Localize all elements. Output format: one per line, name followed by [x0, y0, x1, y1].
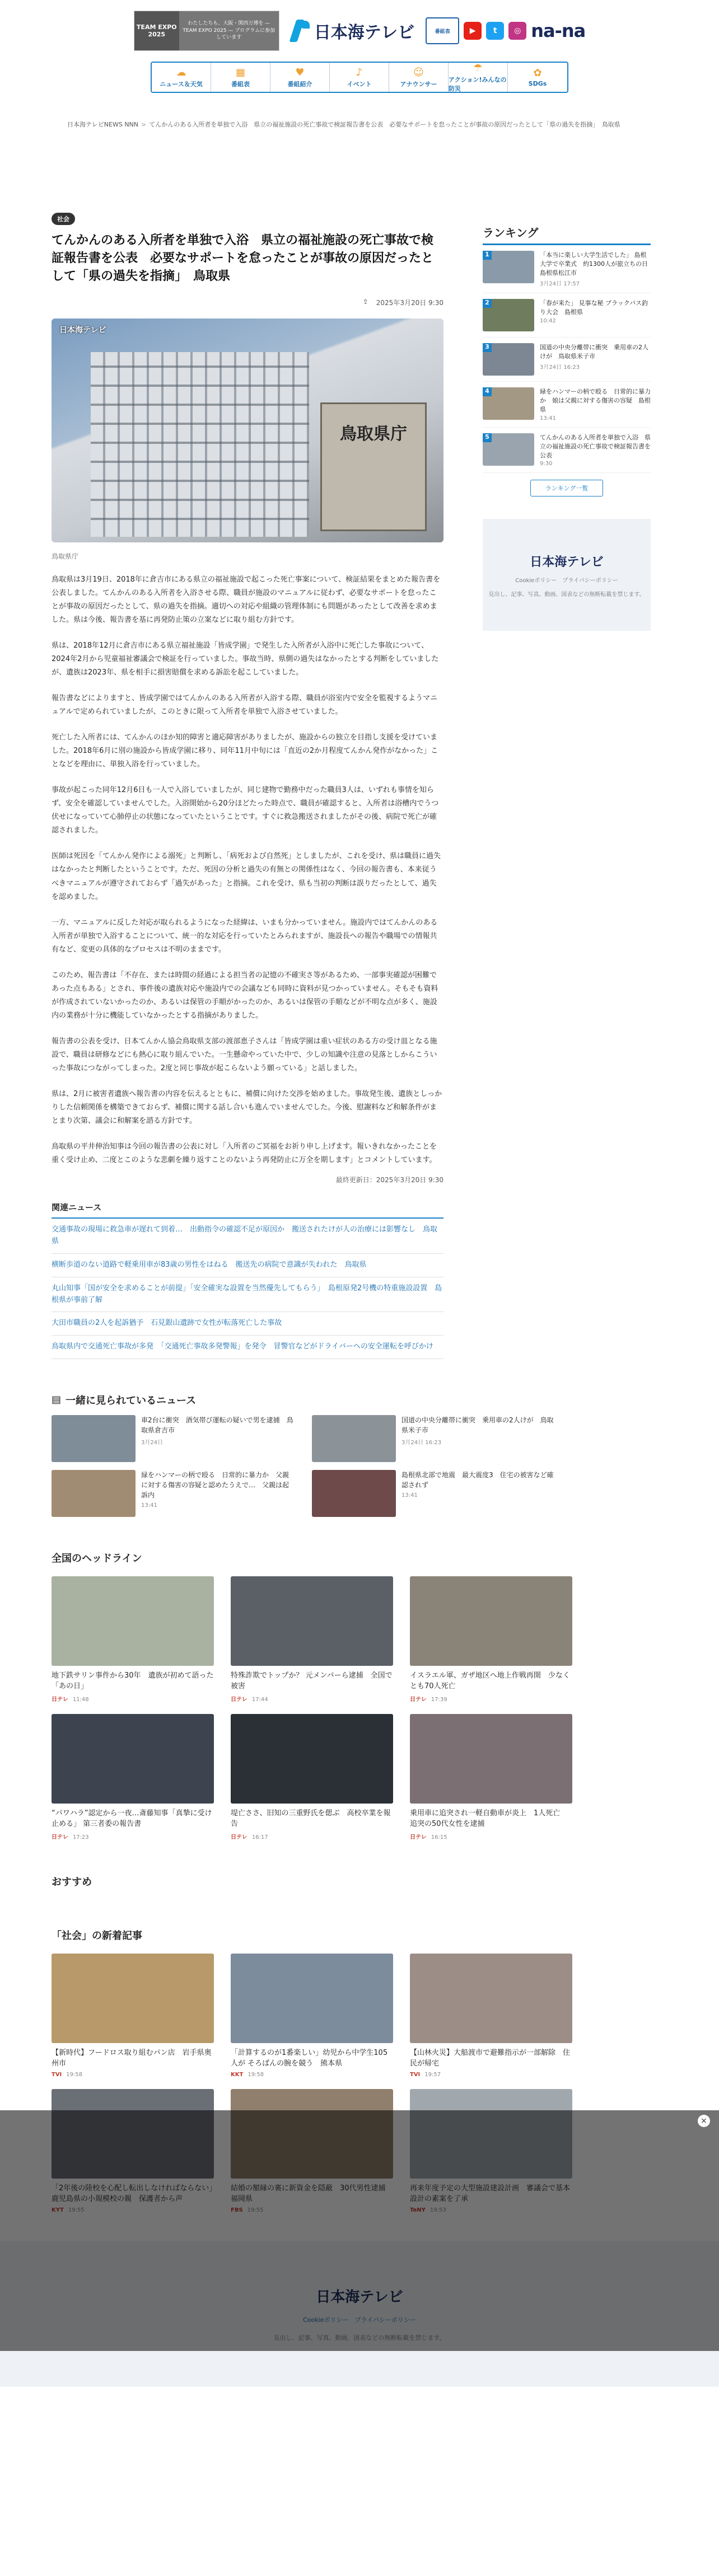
ranking-thumbnail: [483, 251, 534, 283]
ranking-date: 3月24日 17:57: [540, 280, 580, 287]
expo-banner-left: TEAM EXPO 2025: [134, 11, 179, 50]
card-title: 【新時代】フードロス取り組むパン店 岩手県奥州市: [52, 2048, 212, 2068]
social-card[interactable]: [231, 1954, 393, 2078]
card-title: 島根県北部で地震 最大震度3 住宅の被害など確認されず: [401, 1470, 554, 1489]
announcer-icon: ☺: [413, 66, 424, 78]
article-title: てんかんのある入所者を単独で入浴 県立の福祉施設の死亡事故で検証報告書を公表 必要なサポートを怠ったことが事故の原因だったとして「県の過失を指摘」 鳥取県: [52, 233, 434, 283]
article-meta: [52, 298, 443, 307]
site-header: [52, 0, 667, 56]
card-date: 19:57: [424, 2071, 441, 2078]
nav-item-events[interactable]: [330, 63, 389, 92]
card-thumbnail: [52, 1470, 136, 1517]
share-icon[interactable]: ⇪: [362, 297, 368, 306]
related-heading: 関連ニュース: [52, 1201, 443, 1219]
card-thumbnail: [52, 1415, 136, 1462]
expo-banner-right: わたしたちも、大阪・関西万博を — TEAM EXPO 2025 — プログラムに参加しています: [179, 11, 279, 50]
headline-card[interactable]: [231, 1714, 393, 1840]
ranking-thumbnail: [483, 343, 534, 376]
ranking-date: 3月24日 16:23: [540, 364, 580, 371]
card-date: 17:23: [72, 1834, 89, 1840]
sidebar-logo: 日本海テレビ: [530, 555, 604, 569]
card-title: 緑をハンマーの柄で殴る 日常的に暴力か 父親に対する傷害の容疑と認めたうえで… 父親は起訴内: [141, 1470, 290, 1499]
card-source: 日テレ: [52, 1834, 68, 1840]
card-source: 日テレ: [410, 1834, 427, 1840]
rank-number: 3: [483, 343, 492, 352]
article-paragraph: 死亡した入所者には、てんかんのほか知的障害と適応障害がありましたが、施設からの独立を目指し支援を受けていました。2018年6月に別の施設から皆成学園に移り、同年11月中旬には「直近の2か月程度てんかん発作がなかった」ことなどを理由に、単独入浴を行っていました。: [52, 733, 438, 769]
card-title: 「計算するのが1番楽しい」幼児から中学生105人が そろばんの腕を競う 熊本県: [231, 2048, 388, 2068]
article-paragraph: 報告書などによりますと、皆成学園ではてんかんのある入所者が入浴する際、職員が浴室内で安全を監視するようマニュアルで定められていましたが、このときに限って入所者を単独で入浴させていました。: [52, 694, 438, 716]
article-paragraph: 報告書の公表を受け、日本てんかん協会鳥取県支部の渡部恵子さんは「皆成学園は重い症状のある方の受け皿となる施設で、職員は研修などにも熱心に取り組んでいた。一生懸命やっていた中で、少しの知識や注意の見落としからこういった事故につながってしまった。2度と同じ事故が起こらないよう願っている」と話しました。: [52, 1037, 437, 1073]
youtube-icon[interactable]: ▶: [464, 22, 482, 40]
related-news: [52, 1201, 443, 1359]
card-title: 国道の中央分離帯に衝突 乗用車の2人けが 鳥取県米子市: [401, 1416, 554, 1434]
nav-item-action[interactable]: [449, 63, 508, 92]
card-date: 17:44: [251, 1696, 268, 1703]
card-date: 11:48: [72, 1696, 89, 1703]
card-source: 日テレ: [231, 1834, 248, 1840]
nav-item-sdgs[interactable]: [508, 63, 567, 92]
news-card[interactable]: [312, 1415, 555, 1462]
card-date: 19:58: [66, 2071, 83, 2078]
card-title: イスラエル軍、ガザ地区へ地上作戦再開 少なくとも70人死亡: [410, 1671, 570, 1691]
ranking-title: 「本当に楽しい大学生活でした」 島根大学で卒業式 約1300人が旅立ちの日 島根県松江市: [540, 251, 654, 277]
card-thumbnail: [231, 1714, 393, 1804]
ranking-item[interactable]: [483, 245, 654, 293]
modal-overlay[interactable]: [0, 2110, 719, 2351]
ranking-title: 緑をハンマーの柄で殴る 日常的に暴力か 娘は父親に対する傷害の容疑 島根県: [540, 387, 651, 413]
card-date: 19:58: [248, 2071, 264, 2078]
headline-card[interactable]: [410, 1714, 572, 1840]
ranking-thumbnail: [483, 433, 534, 466]
recommend-heading: おすすめ: [52, 1876, 92, 1888]
ranking-thumbnail: [483, 387, 534, 420]
rank-number: 5: [483, 433, 492, 442]
close-icon[interactable]: ×: [698, 2115, 710, 2127]
nav-item-tv-guide[interactable]: [211, 63, 270, 92]
article-paragraph: 事故が起こった同年12月6日も一人で入浴していましたが、同じ建物で勤務中だった職員3人は、いずれも事情を知らず、安全を確認していませんでした。入浴開始から20分ほどたった時点で、職員が確認すると、入所者は浴槽内でうつ伏せになっていて心肺停止の状態になっていたということです。すぐに救急搬送されましたがその後、病院で死亡が確認されました。: [52, 786, 439, 835]
article-paragraph: このため、報告書は「不存在、または時間の経過による担当者の記憶の不確実さ等があるため、一部事実確認が困難であった点もある」とされ、事件後の遺族対応や施設内での会議なども同時に資料が見つかっていません。そもそも資料が作成されていないかったのか、あるいは保管の手順がかったのか、あるいは保管の手順などが不明な点が多く、施設内の業務が十分に機能していなかったとする指摘がありました。: [52, 971, 438, 1020]
article-photo: [52, 319, 443, 542]
related-link[interactable]: 鳥取県内で交通死亡事故が多発 「交通死亡事故多発警報」を発令 冒警官などがドライバーへの安全運転を呼びかけ: [52, 1336, 443, 1359]
action-icon: ☂: [473, 62, 483, 74]
tv-icon: ▦: [235, 66, 245, 78]
nana-logo[interactable]: na-na: [531, 20, 586, 41]
ranking-item[interactable]: [483, 428, 651, 474]
article-body: [52, 573, 443, 1168]
social-card[interactable]: [52, 1954, 214, 2078]
news-icon: ☁: [176, 66, 186, 78]
nav-label: アクション!みんなの防災: [449, 76, 507, 92]
ranking-title: てんかんのある入所者を単独で入浴 県立の福祉施設の死亡事故で検証報告書を公表: [540, 433, 651, 459]
ranking-more-button[interactable]: ランキング一覧: [530, 480, 603, 497]
list-icon: ▤: [52, 1394, 62, 1406]
ranking-date: 10:42: [540, 317, 556, 324]
nav-label: 番組紹介: [287, 80, 312, 88]
prefecture-sign: 鳥取県庁: [320, 402, 427, 531]
headline-card[interactable]: [410, 1576, 572, 1703]
card-title: 乗用車に追突され一軽自動車が炎上 1人死亡 追突の50代女性を逮捕: [410, 1809, 568, 1829]
article-paragraph: 一方、マニュアルに反した対応が取られるようになった経緯は、いまも分かっていません。施設内ではてんかんのある入所者が単独で入浴することについて、統一的な対応を行っていたとみられますが、施設長への報告や職場での情報共有など、変更の具体的なプロセスは不明のままです。: [52, 918, 438, 954]
card-title: 堤亡ささ、旧知の三重野氏を偲ぶ 高校卒業を報告: [231, 1809, 391, 1829]
card-thumbnail: [231, 1576, 393, 1666]
headline-card[interactable]: [52, 1576, 214, 1703]
ranking-title: 国道の中央分離帯に衝突 乗用車の2人けが 鳥取県米子市: [540, 343, 648, 360]
nav-item-programs[interactable]: [270, 63, 330, 92]
rank-number: 4: [483, 387, 492, 396]
card-thumbnail: [52, 1954, 214, 2043]
nav-label: SDGs: [528, 80, 547, 87]
article-paragraph: 医師は死因を「てんかん発作による溺死」と判断し、「病死および自然死」としましたが、これを受け、県は職員に過失はなかったと判断したということです。ただ、死因の分析と過失の有無との関係性はなく、今回の報告書も、本来従うべきマニュアルが遵守されておらず「過失があった」と指摘。これを受け、県も当初の判断は誤りだったとして、過失を認めました。: [52, 852, 441, 901]
article-paragraph: 県は、2018年12月に倉吉市にある県立福祉施設「皆成学園」で発生した入所者が入浴中に死亡した事故について、2024年2月から児童福祉審議会で検証を行っていました。事故当時、県側の過失はなかったとする判断をしていましたが、遺族は2023年、県を相手に損害賠償を求める訴訟を起こしていました。: [52, 641, 439, 677]
logo-mark-icon: [291, 18, 311, 43]
ranking-title: 「春が来た」 見事な秘 ブラックバス釣り大会 島根県: [540, 299, 648, 316]
news-card[interactable]: [312, 1470, 555, 1517]
ranking-date: 9:30: [540, 461, 553, 467]
music-icon: ♪: [356, 66, 363, 78]
article-paragraph: 鳥取県は3月19日、2018年に倉吉市にある県立の福祉施設で起こった死亡事案について、検証結果をまとめた報告書を公表しました。てんかんのある入所者を入浴させる際、職員が施設のマニュアルに従わず、必要なサポートを怠ったことが事故の原因だったとして、県の過失を指摘。適切への対応や組織の管理体制にも問題があったとして改善を求めました。県は今後、報告書を基に再発防止策の立案などに取り組む方針です。: [52, 575, 441, 624]
photo-caption: 鳥取県庁: [52, 552, 79, 560]
logo-text: 日本海テレビ: [314, 23, 415, 43]
headline-section: [52, 1551, 667, 1840]
card-thumbnail: [231, 1954, 393, 2043]
card-title: 地下鉄サリン事件から30年 遺族が初めて語った「あの日」: [52, 1671, 214, 1691]
twitter-icon[interactable]: t: [486, 22, 504, 40]
card-source: KKT: [231, 2071, 244, 2078]
rank-number: 1: [483, 251, 492, 260]
breadcrumb: 日本海テレビNEWS NNN > てんかんのある入所者を単独で入浴 県立の福祉施設の死亡事故で検証報告書を公表 必要なサポートを怠ったことが事故の原因だったとして「県の過失を指摘」 鳥取県: [67, 121, 620, 128]
card-title: 【山林火災】大船渡市で避難指示が一部解除 住民が帰宅: [410, 2048, 571, 2068]
expo-banner[interactable]: [134, 11, 279, 51]
headline-heading: 全国のヘッドライン: [52, 1552, 142, 1565]
program-icon: ♥: [295, 66, 305, 78]
ranking-heading: ランキング: [483, 224, 651, 245]
headline-card[interactable]: [231, 1576, 393, 1703]
photo-watermark: 日本海テレビ: [59, 325, 106, 335]
tv-guide-button[interactable]: 番組表: [426, 17, 459, 44]
also-seen-section: [52, 1393, 667, 1517]
card-date: 3月24日 16:23: [401, 1439, 442, 1446]
card-thumbnail: [410, 1714, 572, 1804]
sidebar-links[interactable]: Cookieポリシー プライバシーポリシー: [515, 577, 618, 584]
social-heading: 「社会」の新着記事: [52, 1929, 142, 1942]
article-paragraph: 鳥取県の平井伸治知事は今回の報告書の公表に対し「入所者のご冥福をお祈り申し上げます。報いきれなかったことを重く受け止め、二度とこのような悲劇を繰り返すことのないよう再発防止に万全を期します」とコメントしています。: [52, 1142, 437, 1165]
card-date: 13:41: [141, 1502, 157, 1509]
nav-label: ニュース＆天気: [160, 80, 203, 88]
card-source: TVI: [410, 2071, 421, 2078]
article-paragraph: 県は、2月に被害者遺族へ報告書の内容を伝えるとともに、補償に向けた交渉を始めました。事故発生後、遺族としっかりした信頼関係を構築できておらず、補償に関する話し合いも進んでいませんでした。今後、慰謝料など和解条件がまとまり次第、議会に和解案を諮る方針です。: [52, 1090, 442, 1126]
related-link[interactable]: 交通事故の現場に救急車が遅れて到着… 出動指令の確認不足が原因か 搬送されたけが人の治療には影響なし 鳥取県: [52, 1219, 443, 1254]
news-card[interactable]: [52, 1470, 295, 1517]
sidebar: [483, 213, 654, 1359]
card-thumbnail: [52, 1576, 214, 1666]
card-date: 16:17: [251, 1834, 268, 1840]
building-floors: [91, 352, 309, 537]
card-date: 16:15: [431, 1834, 447, 1840]
ranking-thumbnail: [483, 299, 534, 331]
card-date: 13:41: [401, 1492, 418, 1498]
card-title: 車2台に衝突 酒気帯び運転の疑いで男を逮捕 鳥取県倉吉市: [141, 1416, 293, 1434]
breadcrumb-home[interactable]: 日本海テレビNEWS NNN: [67, 121, 138, 128]
site-logo[interactable]: [291, 18, 414, 43]
card-source: 日テレ: [410, 1696, 427, 1703]
related-link[interactable]: 大田市職員の2人を起訴猶予 石見銀山遺跡で女性が転落死亡した事故: [52, 1312, 443, 1336]
card-source: 日テレ: [231, 1696, 248, 1703]
breadcrumb-current: てんかんのある入所者を単独で入浴 県立の福祉施設の死亡事故で検証報告書を公表 必要なサポートを怠ったことが事故の原因だったとして「県の過失を指摘」 鳥取県: [149, 121, 620, 128]
global-nav: [52, 62, 667, 93]
recommend-section: [52, 1874, 667, 1889]
card-thumbnail: [52, 1714, 214, 1804]
card-thumbnail: [312, 1470, 396, 1517]
sidebar-copy: 見出し、記事、写真、動画、図表などの無断転載を禁じます。: [488, 591, 645, 598]
sdgs-icon: ✿: [533, 67, 542, 79]
ranking-date: 13:41: [540, 415, 556, 421]
card-source: 日テレ: [52, 1696, 68, 1703]
card-thumbnail: [312, 1415, 396, 1462]
card-thumbnail: [410, 1576, 572, 1666]
nav-label: アナウンサー: [400, 80, 437, 88]
related-link[interactable]: 横断歩道のない道路で軽乗用車が83歳の男性をはねる 搬送先の病院で意識が失われた 鳥取県: [52, 1254, 443, 1277]
card-title: “パワハラ”認定から一夜…斎藤知事「真摯に受け止める」 第三者委の報告書: [52, 1809, 212, 1829]
ranking-item[interactable]: [483, 338, 651, 382]
category-tag[interactable]: 社会: [52, 213, 75, 225]
nav-label: イベント: [347, 80, 372, 88]
headline-card[interactable]: [52, 1714, 214, 1840]
rank-number: 2: [483, 299, 492, 308]
nav-label: 番組表: [231, 80, 250, 88]
instagram-icon[interactable]: ◎: [508, 22, 526, 40]
related-link[interactable]: 丸山知事「国が安全を求めることが前提」「安全確実な設置を当然優先してもらう」 島根原発2号機の特重施設設置 島根県が事前了解: [52, 1277, 443, 1313]
article-date: 2025年3月20日 9:30: [376, 298, 443, 307]
nav-item-news[interactable]: [152, 63, 211, 92]
article: [52, 213, 443, 1359]
also-seen-heading: 一緒に見られているニュース: [66, 1394, 197, 1407]
card-title: 特殊詐欺でトップか？ 元メンバーら逮捕 全国で被害: [231, 1671, 393, 1691]
nav-item-announcers[interactable]: [389, 63, 449, 92]
card-date: 3月24日: [141, 1439, 164, 1446]
card-source: TVI: [52, 2071, 62, 2078]
ranking-item[interactable]: [483, 382, 651, 428]
header-icons: [426, 17, 585, 44]
updated-date: 最終更新日：2025年3月20日 9:30: [335, 1176, 443, 1184]
ranking-item[interactable]: [483, 293, 651, 338]
news-card[interactable]: [52, 1415, 295, 1462]
social-card[interactable]: [410, 1954, 572, 2078]
card-thumbnail: [410, 1954, 572, 2043]
card-date: 17:39: [431, 1696, 447, 1703]
sidebar-banner[interactable]: [483, 519, 651, 631]
